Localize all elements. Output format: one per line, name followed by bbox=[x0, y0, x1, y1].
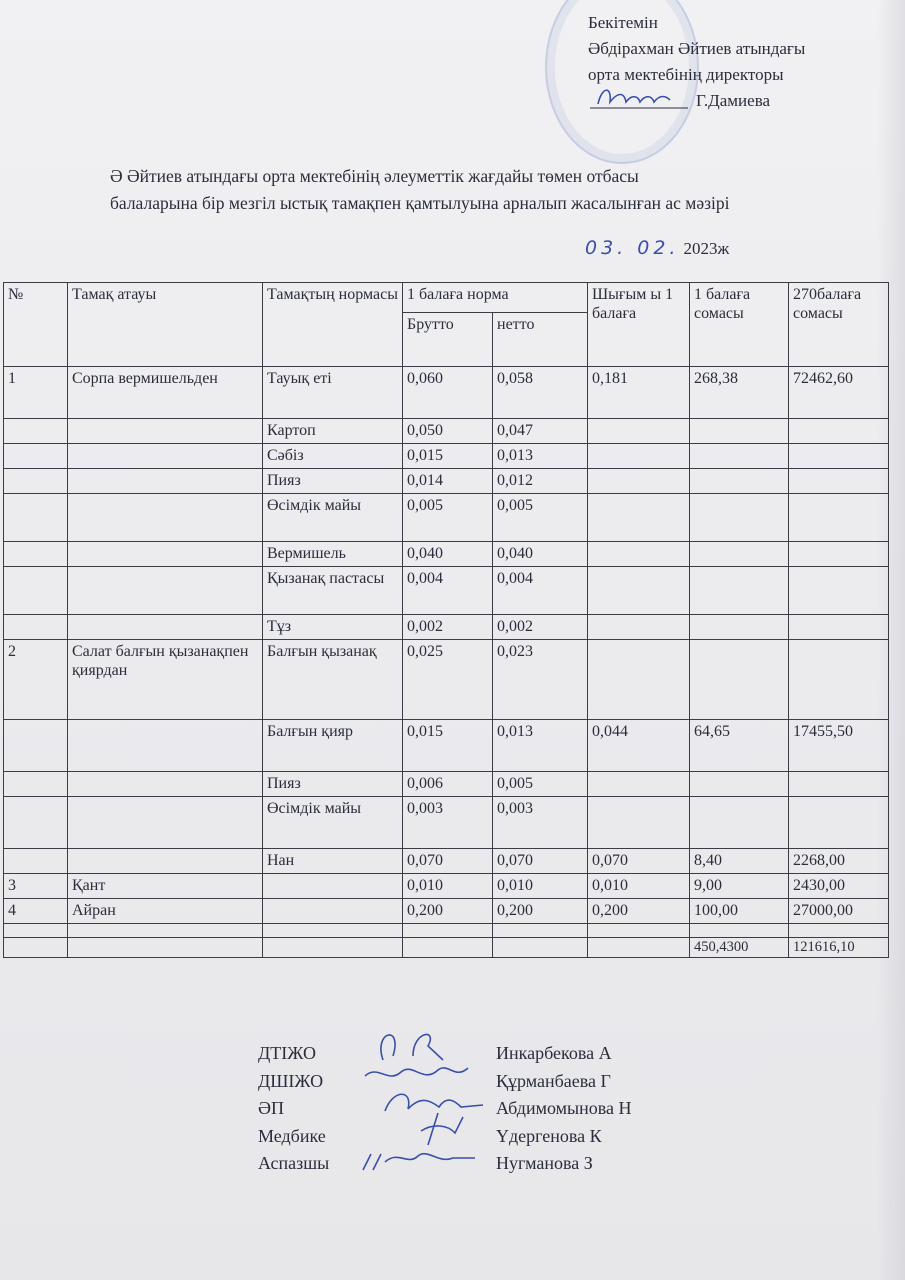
cell-total: 121616,10 bbox=[789, 938, 889, 958]
cell-output bbox=[588, 419, 690, 444]
cell-brutto: 0,015 bbox=[403, 444, 493, 469]
cell-num bbox=[4, 720, 68, 772]
cell-total: 72462,60 bbox=[789, 367, 889, 419]
title-line-2: балаларына бір мезгіл ыстық тамақпен қамтылуына арналып жасалынған ас мәзірі bbox=[110, 193, 730, 213]
cell-ingredient: Қызанақ пастасы bbox=[263, 567, 403, 615]
signature-role: ДШІЖО bbox=[258, 1070, 324, 1091]
cell-ingredient bbox=[263, 938, 403, 958]
signatures-block bbox=[258, 1040, 708, 1178]
header-per-child-norm: 1 балаға норма bbox=[403, 283, 588, 313]
cell-total bbox=[789, 797, 889, 849]
cell-netto: 0,023 bbox=[493, 640, 588, 720]
cell-netto: 0,070 bbox=[493, 849, 588, 874]
cell-name bbox=[68, 938, 263, 958]
cell-total bbox=[789, 924, 889, 938]
cell-brutto: 0,200 bbox=[403, 899, 493, 924]
cell-name: Салат балғын қызанақпен қиярдан bbox=[68, 640, 263, 720]
cell-total bbox=[789, 772, 889, 797]
cell-num: 4 bbox=[4, 899, 68, 924]
cell-num bbox=[4, 772, 68, 797]
table-row bbox=[4, 640, 889, 720]
approval-sign-line bbox=[588, 88, 898, 114]
cell-brutto: 0,070 bbox=[403, 849, 493, 874]
cell-num bbox=[4, 924, 68, 938]
cell-netto: 0,047 bbox=[493, 419, 588, 444]
table-row bbox=[4, 720, 889, 772]
header-num: № bbox=[4, 283, 68, 367]
cell-name: Сорпа вермишельден bbox=[68, 367, 263, 419]
approval-heading: Бекітемін bbox=[588, 13, 658, 32]
cell-output bbox=[588, 542, 690, 567]
cell-name bbox=[68, 494, 263, 542]
cell-ingredient bbox=[263, 899, 403, 924]
cell-num bbox=[4, 469, 68, 494]
table-row bbox=[4, 874, 889, 899]
cell-num bbox=[4, 494, 68, 542]
cell-netto: 0,004 bbox=[493, 567, 588, 615]
cell-cost bbox=[690, 419, 789, 444]
cell-netto: 0,002 bbox=[493, 615, 588, 640]
cell-name bbox=[68, 720, 263, 772]
signature-name: Құрманбаева Г bbox=[496, 1070, 611, 1091]
cell-output bbox=[588, 494, 690, 542]
cell-total bbox=[789, 419, 889, 444]
cell-output bbox=[588, 567, 690, 615]
cell-cost bbox=[690, 469, 789, 494]
cell-brutto: 0,015 bbox=[403, 720, 493, 772]
approval-signer: Г.Дамиева bbox=[696, 91, 771, 110]
header-norm: Тамақтың нормасы bbox=[263, 283, 403, 367]
cell-cost bbox=[690, 924, 789, 938]
signature-role: ДТІЖО bbox=[258, 1043, 316, 1063]
table-row bbox=[4, 567, 889, 615]
cell-netto: 0,013 bbox=[493, 444, 588, 469]
cell-cost bbox=[690, 615, 789, 640]
cell-name bbox=[68, 419, 263, 444]
cell-total bbox=[789, 615, 889, 640]
cell-cost: 450,4300 bbox=[690, 938, 789, 958]
cell-total: 17455,50 bbox=[789, 720, 889, 772]
cell-brutto: 0,040 bbox=[403, 542, 493, 567]
header-total: 270балаға сомасы bbox=[789, 283, 889, 367]
cell-brutto: 0,002 bbox=[403, 615, 493, 640]
cell-brutto: 0,060 bbox=[403, 367, 493, 419]
signature-role: ӘП bbox=[258, 1098, 284, 1118]
cell-output: 0,070 bbox=[588, 849, 690, 874]
table-row bbox=[4, 444, 889, 469]
cell-brutto: 0,005 bbox=[403, 494, 493, 542]
table-row bbox=[4, 772, 889, 797]
cell-ingredient: Өсімдік майы bbox=[263, 494, 403, 542]
cell-output: 0,200 bbox=[588, 899, 690, 924]
cell-total: 2430,00 bbox=[789, 874, 889, 899]
cell-total: 27000,00 bbox=[789, 899, 889, 924]
cell-name bbox=[68, 849, 263, 874]
cell-brutto: 0,050 bbox=[403, 419, 493, 444]
cell-netto: 0,200 bbox=[493, 899, 588, 924]
cell-ingredient: Тауық еті bbox=[263, 367, 403, 419]
cell-name bbox=[68, 924, 263, 938]
document-date bbox=[585, 235, 729, 261]
table-row bbox=[4, 938, 889, 958]
cell-ingredient: Вермишель bbox=[263, 542, 403, 567]
cell-netto: 0,010 bbox=[493, 874, 588, 899]
cell-cost: 64,65 bbox=[690, 720, 789, 772]
cell-output: 0,181 bbox=[588, 367, 690, 419]
cell-cost bbox=[690, 444, 789, 469]
cell-ingredient: Пияз bbox=[263, 772, 403, 797]
cell-brutto: 0,006 bbox=[403, 772, 493, 797]
cell-cost: 100,00 bbox=[690, 899, 789, 924]
cell-brutto: 0,004 bbox=[403, 567, 493, 615]
cell-total bbox=[789, 542, 889, 567]
cell-netto bbox=[493, 938, 588, 958]
header-name: Тамақ атауы bbox=[68, 283, 263, 367]
cell-num bbox=[4, 567, 68, 615]
cell-cost bbox=[690, 567, 789, 615]
cell-name bbox=[68, 542, 263, 567]
cell-netto bbox=[493, 924, 588, 938]
cell-output: 0,010 bbox=[588, 874, 690, 899]
cell-output: 0,044 bbox=[588, 720, 690, 772]
cell-brutto: 0,014 bbox=[403, 469, 493, 494]
cell-output bbox=[588, 444, 690, 469]
table-row bbox=[4, 494, 889, 542]
cell-ingredient bbox=[263, 874, 403, 899]
cell-cost: 8,40 bbox=[690, 849, 789, 874]
cell-output bbox=[588, 469, 690, 494]
table-row bbox=[4, 615, 889, 640]
cell-output bbox=[588, 772, 690, 797]
header-output: Шығым ы 1 балаға bbox=[588, 283, 690, 367]
cell-name bbox=[68, 469, 263, 494]
header-brutto: Брутто bbox=[403, 313, 493, 367]
cell-name bbox=[68, 772, 263, 797]
cell-num bbox=[4, 615, 68, 640]
cell-total bbox=[789, 567, 889, 615]
cell-ingredient: Картоп bbox=[263, 419, 403, 444]
cell-ingredient: Балғын қызанақ bbox=[263, 640, 403, 720]
signature-row bbox=[258, 1150, 708, 1178]
signature-name: Үдергенова К bbox=[496, 1125, 602, 1146]
cell-cost bbox=[690, 542, 789, 567]
cell-name bbox=[68, 797, 263, 849]
cell-ingredient: Нан bbox=[263, 849, 403, 874]
signature-name: Инкарбекова А bbox=[496, 1043, 612, 1063]
cell-brutto bbox=[403, 924, 493, 938]
header-cost: 1 балаға сомасы bbox=[690, 283, 789, 367]
date-handwritten: 03. 02. bbox=[585, 237, 680, 259]
cell-netto: 0,003 bbox=[493, 797, 588, 849]
cell-num bbox=[4, 444, 68, 469]
table-row bbox=[4, 849, 889, 874]
cell-num bbox=[4, 419, 68, 444]
cell-num bbox=[4, 797, 68, 849]
approval-position: орта мектебінің директоры bbox=[588, 65, 784, 84]
cell-cost: 9,00 bbox=[690, 874, 789, 899]
cell-netto: 0,040 bbox=[493, 542, 588, 567]
table-row bbox=[4, 367, 889, 419]
table-row bbox=[4, 899, 889, 924]
cell-output bbox=[588, 924, 690, 938]
cell-ingredient: Пияз bbox=[263, 469, 403, 494]
cell-num: 3 bbox=[4, 874, 68, 899]
cell-name bbox=[68, 444, 263, 469]
cell-name bbox=[68, 567, 263, 615]
cell-total bbox=[789, 640, 889, 720]
signature-name: Абдимомынова Н bbox=[496, 1098, 632, 1118]
signature-mark bbox=[343, 1136, 493, 1176]
cell-num bbox=[4, 542, 68, 567]
cell-output bbox=[588, 640, 690, 720]
cell-netto: 0,005 bbox=[493, 772, 588, 797]
cell-cost: 268,38 bbox=[690, 367, 789, 419]
cell-ingredient: Сәбіз bbox=[263, 444, 403, 469]
table-header-row bbox=[4, 283, 889, 313]
cell-brutto: 0,010 bbox=[403, 874, 493, 899]
cell-total bbox=[789, 494, 889, 542]
cell-brutto: 0,003 bbox=[403, 797, 493, 849]
cell-cost bbox=[690, 772, 789, 797]
cell-netto: 0,058 bbox=[493, 367, 588, 419]
cell-ingredient: Өсімдік майы bbox=[263, 797, 403, 849]
cell-num: 1 bbox=[4, 367, 68, 419]
document-title bbox=[110, 163, 905, 217]
cell-name bbox=[68, 615, 263, 640]
table-row bbox=[4, 469, 889, 494]
director-signature bbox=[588, 82, 688, 112]
approval-school: Әбдірахман Әйтиев атындағы bbox=[588, 39, 806, 58]
cell-brutto: 0,025 bbox=[403, 640, 493, 720]
cell-num: 2 bbox=[4, 640, 68, 720]
cell-cost bbox=[690, 797, 789, 849]
approval-block bbox=[588, 10, 898, 114]
cell-netto: 0,013 bbox=[493, 720, 588, 772]
table-row bbox=[4, 797, 889, 849]
menu-table bbox=[3, 282, 889, 958]
header-netto: нетто bbox=[493, 313, 588, 367]
date-year: 2023ж bbox=[683, 239, 730, 258]
cell-total: 2268,00 bbox=[789, 849, 889, 874]
cell-name: Қант bbox=[68, 874, 263, 899]
title-line-1: Ә Әйтиев атындағы орта мектебінің әлеуметтік жағдайы төмен отбасы bbox=[110, 166, 639, 186]
cell-num bbox=[4, 938, 68, 958]
cell-brutto bbox=[403, 938, 493, 958]
cell-ingredient bbox=[263, 924, 403, 938]
cell-netto: 0,005 bbox=[493, 494, 588, 542]
cell-name: Айран bbox=[68, 899, 263, 924]
cell-ingredient: Балғын қияр bbox=[263, 720, 403, 772]
table-row bbox=[4, 924, 889, 938]
cell-cost bbox=[690, 494, 789, 542]
signature-role: Аспазшы bbox=[258, 1153, 330, 1173]
cell-num bbox=[4, 849, 68, 874]
table-row bbox=[4, 419, 889, 444]
cell-output bbox=[588, 615, 690, 640]
signature-role: Медбике bbox=[258, 1125, 326, 1146]
cell-cost bbox=[690, 640, 789, 720]
cell-total bbox=[789, 469, 889, 494]
cell-ingredient: Тұз bbox=[263, 615, 403, 640]
cell-netto: 0,012 bbox=[493, 469, 588, 494]
cell-output bbox=[588, 938, 690, 958]
signature-name: Нугманова З bbox=[496, 1153, 593, 1173]
cell-output bbox=[588, 797, 690, 849]
table-row bbox=[4, 542, 889, 567]
cell-total bbox=[789, 444, 889, 469]
